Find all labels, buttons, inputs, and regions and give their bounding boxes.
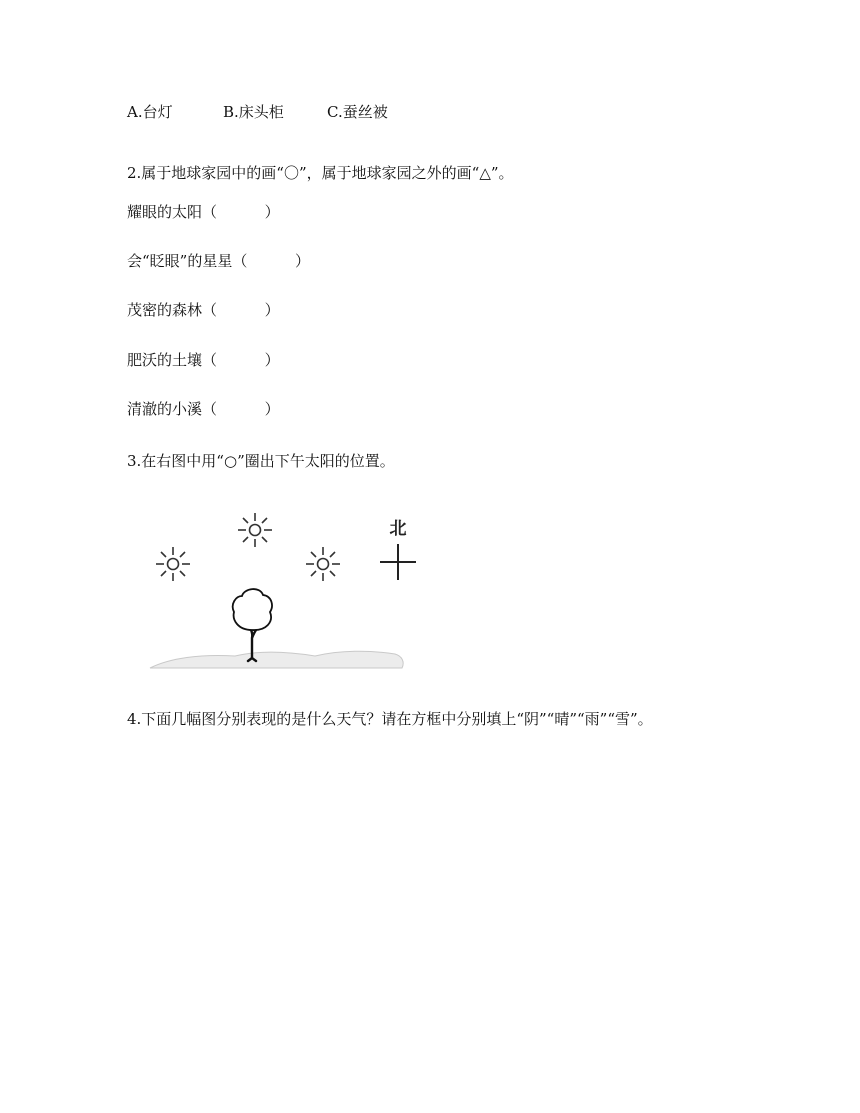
q2-item-stream: 清澈的小溪（ ）	[127, 400, 280, 418]
q2-item-forest: 茂密的森林（ ）	[127, 301, 280, 319]
sun-position-drawing	[140, 500, 430, 675]
q3-prompt: 3.在右图中用“○”圈出下午太阳的位置。	[127, 452, 395, 470]
sun-right-icon	[306, 547, 340, 581]
q1-option-a: A.台灯	[127, 103, 173, 121]
sun-position-figure	[140, 500, 430, 679]
q2-item-soil: 肥沃的土壤（ ）	[127, 351, 280, 369]
ground-shape	[150, 651, 403, 668]
q2-prompt: 2.属于地球家园中的画“〇”，属于地球家园之外的画“△”。	[127, 164, 514, 182]
compass-north-label: 北	[389, 519, 407, 539]
sun-top-icon	[238, 513, 272, 547]
q4-prompt: 4.下面几幅图分别表现的是什么天气？请在方框中分别填上“阴”“晴”“雨”“雪”。	[127, 710, 653, 728]
q2-item-star: 会“眨眼”的星星（ ）	[127, 252, 311, 270]
q1-option-b: B.床头柜	[223, 103, 284, 121]
tree-crown	[233, 589, 272, 630]
q2-item-sun: 耀眼的太阳（ ）	[127, 203, 280, 221]
q1-option-c: C.蚕丝被	[327, 103, 388, 121]
sun-left-icon	[156, 547, 190, 581]
